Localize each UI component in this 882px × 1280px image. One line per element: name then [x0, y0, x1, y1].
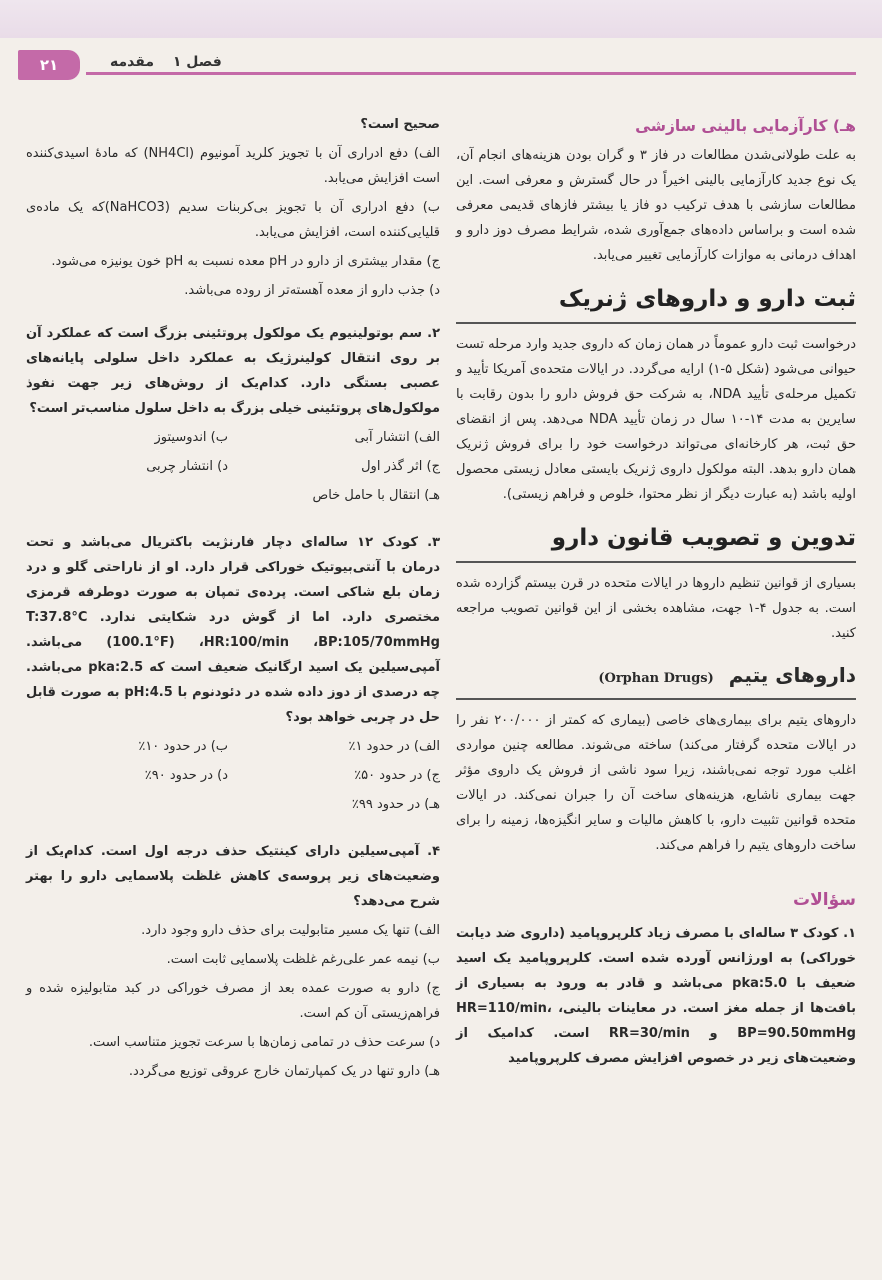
section-title-orphan — [456, 660, 856, 694]
question-4: ۴. آمپی‌سیلین دارای کینتیک حذف درجه اول است. کدام‌یک از وضعیت‌های زیر پروسه‌ی کاهش غلظت پلاسمایی دارو را بهتر شرح می‌دهد؟ — [26, 844, 440, 909]
section-title-registration: ثبت دارو و داروهای ژنریک — [558, 286, 856, 312]
q4-option: ب) نیمه عمر علی‌رغم غلظت پلاسمایی ثابت است. — [166, 952, 440, 967]
q1-option: ب) دفع ادراری آن با تجویز بی‌کربنات سدیم (NaHCO3)که یک ماده‌ی قلیایی‌کننده است، افزایش می‌یابد. — [26, 200, 441, 240]
page-header — [0, 46, 882, 86]
q4-option: هـ) دارو تنها در یک کمپارتمان خارج عروقی توزیع می‌گردد. — [128, 1064, 440, 1079]
orphan-text: داروهای یتیم برای بیماری‌های خاصی (بیماری که کمتر از ۲۰۰/۰۰۰ نفر را در ایالات متحده گرفتار می‌کند) ساخته می‌شوند. مطالعه چنین مواردی اغلب مورد توجه نمی‌باشند، زیرا سود ناشی از فروش یک داروی مؤثر جهت بیماری ناشایع، هزینه‌های ساخت آن را جبران نمی‌کند. در ایالات متحده قوانین تثبیت دارو، با کاهش مالیات و سایر انگیزه‌ها، زمینه را برای ساخت داروهای یتیم را فراهم می‌کند. — [456, 713, 856, 853]
q2-options — [26, 425, 440, 512]
q2-option: الف) انتشار آبی — [354, 430, 440, 445]
section-label: مقدمه — [110, 54, 154, 70]
q2-option: هـ) انتقال با حامل خاص — [312, 488, 440, 503]
q4-option: ج) دارو به صورت عمده بعد از مصرف خوراکی در کبد متابولیزه شده و فراهم‌زیستی آن کم است. — [26, 981, 440, 1021]
q2-option: ب) اندوسیتوز — [154, 430, 228, 445]
q3-option: هـ) در حدود ۹۹٪ — [351, 797, 440, 812]
q3-option: ب) در حدود ۱۰٪ — [138, 739, 228, 754]
q1-option: د) جذب دارو از معده آهسته‌تر از روده می‌باشد. — [184, 283, 440, 298]
q3-option: ج) در حدود ۵۰٪ — [354, 768, 440, 783]
subhead-adaptive-trial: هـ) کارآزمایی بالینی سازشی — [635, 117, 856, 135]
q3-option: الف) در حدود ۱٪ — [348, 739, 440, 754]
q1-option: الف) دفع ادراری آن با تجویز کلرید آمونیوم (NH4Cl) که مادهٔ اسیدی‌کننده است افزایش می‌یابد. — [26, 146, 440, 186]
question-1: ۱. کودک ۳ ساله‌ای با مصرف زیاد کلرپروپامید (داروی ضد دیابت خوراکی) به اورژانس آورده شده است. کلرپروپامید یک اسید ضعیف با pka:5.0 می‌باشد و قادر به ورود به بسیاری از بافت‌ها از جمله مغز است. در معاینات بالینی، HR=110/min، BP=90.50mmHg و RR=30/min است. کدامیک از وضعیت‌های زیر در خصوص افزایش مصرف کلرپروپامید — [456, 926, 857, 1066]
top-band — [0, 0, 882, 38]
question-1-continued: صحیح است؟ — [360, 117, 440, 132]
chapter-label: فصل ۱ — [172, 54, 222, 70]
section-rule — [456, 698, 856, 700]
q3-options — [26, 734, 440, 821]
question-2-block — [26, 321, 440, 512]
q1-option: ج) مقدار بیشتری از دارو در pH معده نسبت به pH خون یونیزه می‌شود. — [51, 254, 440, 269]
page-number: ۲۱ — [18, 50, 80, 80]
q4-option: د) سرعت حذف در تمامی زمان‌ها با سرعت تجویز متناسب است. — [88, 1035, 440, 1050]
question-3: ۳. کودک ۱۲ ساله‌ای دچار فارنژیت باکتریال می‌باشد و تحت درمان با آنتی‌بیوتیک خوراکی قرار دارد. او از ناراحتی گلو و درد زمان بلع شاکی است. پرده‌ی تمپان به صورت دوطرفه قرمزی مختصری دارد. اما از گوش درد شکایتی ندارد. T:37.8°C (100.1°F) ،HR:100/min ،BP:105/70mmHg می‌باشد. آمپی‌سیلین یک اسید ارگانیک ضعیف است که pka:2.5 می‌باشد. چه درصدی از دوز داده شده در دئودنوم با pH:4.5 به صورت قابل حل در چربی خواهد بود؟ — [26, 535, 440, 725]
section-rule — [456, 322, 856, 324]
orphan-title-en: (Orphan Drugs) — [598, 671, 714, 686]
header-rule — [86, 72, 856, 75]
law-text: بسیاری از قوانین تنظیم داروها در ایالات متحده در قرن بیستم گزارده شده است. به جدول ۴-۱ جهت، مشاهده بخشی از این قوانین تصویب مراجعه کنید. — [456, 576, 856, 641]
q2-option: ج) اثر گذر اول — [361, 459, 440, 474]
q3-option: د) در حدود ۹۰٪ — [144, 768, 228, 783]
question-3-block — [26, 530, 440, 821]
left-column — [26, 112, 440, 1102]
orphan-title-fa: داروهای یتیم — [728, 663, 856, 687]
question-4-block — [26, 839, 440, 1084]
question-1-block — [26, 112, 440, 303]
adaptive-trial-text: به علت طولانی‌شدن مطالعات در فاز ۳ و گران بودن هزینه‌های انجام آن، یک نوع جدید کارآزمایی بالینی اخیراً در حال گسترش و معرفی است. این مطالعات سازشی با هدف ترکیب دو فاز یا بیشتر فازهای قدیمی معرفی شده است و براساس داده‌های جمع‌آوری شده، شرایط مصرف دوز دارو و اهداف درمانی به موازات کارآزمایی تغییر می‌یابد. — [456, 148, 856, 263]
running-head — [96, 54, 222, 70]
q4-option: الف) تنها یک مسیر متابولیت برای حذف دارو وجود دارد. — [141, 923, 440, 938]
section-title-law: تدوین و تصویب قانون دارو — [551, 525, 856, 551]
registration-text: درخواست ثبت دارو عموماً در همان زمان که داروی جدید وارد مرحله تست حیوانی می‌شود (شکل ۵-۱) ارایه می‌گردد. در ایالات متحده‌ی آمریکا تأیید و تکمیل مرحله‌ی تأیید NDA، به شرکت حق فروش دارو را بدون رقابت با سایرین به مدت ۱۴-۱۰ سال در زمان تأیید NDA می‌دهد. پس از انقضای حق ثبت، هر کارخانه‌ای می‌تواند درخواست خود را برای فروش ژنریک همان دارو بدهد. البته مولکول داروی ژنریک بایستی معادل زیستی محصول اولیه باشد (به عبارت دیگر از نظر محتوا، خلوص و فراهم زیستی). — [456, 337, 857, 502]
right-column — [456, 110, 856, 1075]
questions-title: سؤالات — [793, 890, 856, 910]
question-2: ۲. سم بوتولینیوم یک مولکول پروتئینی بزرگ است که عملکرد آن بر روی انتقال کولینرژیک به عملکرد داخل سلولی پایانه‌های عصبی بستگی دارد. کدام‌یک از روش‌های زیر جهت نفوذ مولکول‌های پروتئینی خیلی بزرگ به داخل سلول مناسب‌تر است؟ — [26, 326, 440, 416]
q2-option: د) انتشار چربی — [146, 459, 228, 474]
section-rule — [456, 561, 856, 563]
